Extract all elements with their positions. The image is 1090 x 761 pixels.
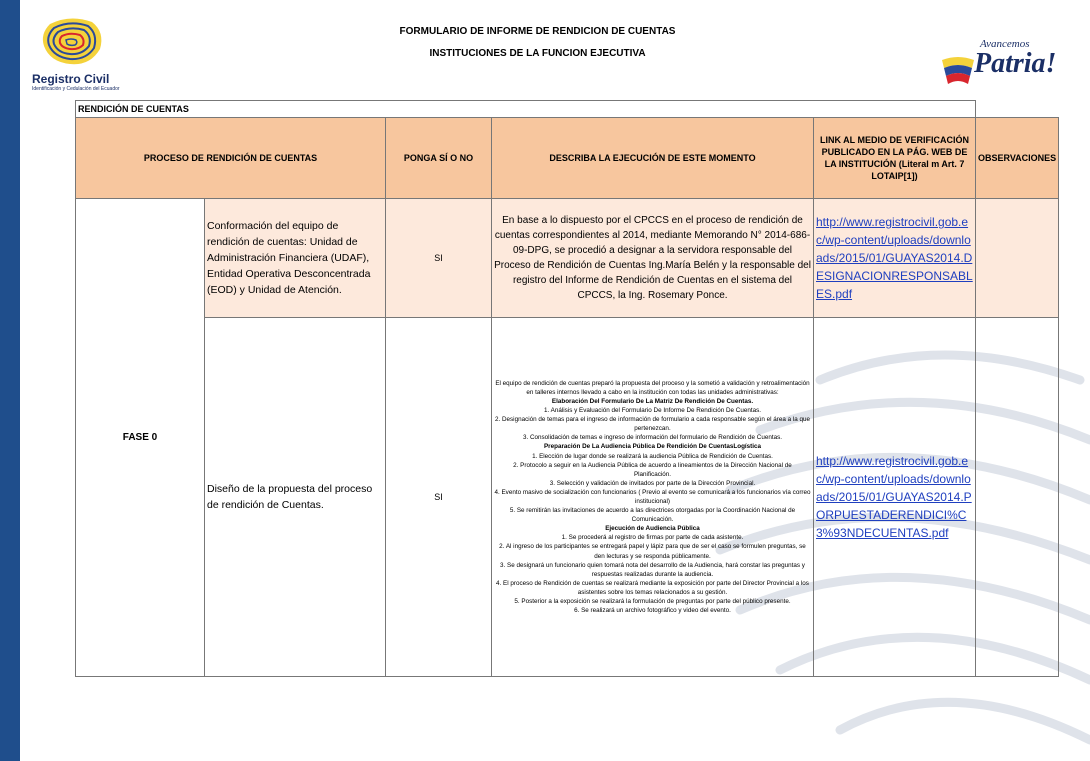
execution-line: 2. Designación de temas para el ingreso de información de formulario a cada responsable según el área a la que pertenezcan.	[494, 416, 811, 433]
logo-big-text: Patria!	[974, 48, 1057, 79]
column-header: PROCESO DE RENDICIÓN DE CUENTAS	[76, 118, 386, 199]
execution-line: 3. Se designará un funcionario quien tomará nota del desarrollo de la Audiencia, hará constar las preguntas y respuestas realizadas durante la audiencia.	[500, 561, 805, 578]
column-header: OBSERVACIONES	[976, 118, 1059, 199]
process-cell: Conformación del equipo de rendición de cuentas: Unidad de Administración Financiera (UDAF), Entidad Operativa Desconcentrada (EOD) y Unidad de Atención.	[205, 199, 386, 318]
verification-link[interactable]: http://www.registrocivil.gob.ec/wp-content/uploads/downloads/2015/01/GUAYAS2014.DESIGNACIONRESPONSABLES.pdf	[814, 199, 976, 318]
form-title: FORMULARIO DE INFORME DE RENDICION DE CUENTAS	[399, 26, 676, 37]
execution-line: 1. Elección de lugar donde se realizará la audiencia Pública de Rendición de Cuentas.	[532, 452, 773, 460]
execution-line: 4. Evento masivo de socialización con funcionarios ( Previo al evento se comunicará a los funcionarios vía correo institucional)	[494, 488, 811, 505]
rendicion-table	[75, 100, 1059, 677]
observations-cell	[976, 318, 1059, 677]
flag-mark-icon	[940, 52, 976, 88]
answer-cell: SI	[386, 199, 492, 318]
verification-link[interactable]: http://www.registrocivil.gob.ec/wp-content/uploads/downloads/2015/01/GUAYAS2014.PORPUESTADERENDICI%C3%93NDECUENTAS.pdf	[814, 318, 976, 677]
execution-line: 5. Se remitirán las invitaciones de acuerdo a las directrices otorgadas por la Coordinación Nacional de Comunicación.	[509, 507, 796, 524]
execution-line: 3. Selección y validación de invitados por parte de la Dirección Provincial.	[549, 479, 756, 487]
execution-line: 5. Posterior a la exposición se realizará la formulación de preguntas por parte del público presente.	[514, 598, 791, 606]
process-cell: Diseño de la propuesta del proceso de rendición de Cuentas.	[205, 318, 386, 677]
execution-line: Elaboración Del Formulario De La Matriz De Rendición De Cuentas.	[551, 397, 754, 405]
fingerprint-map-icon	[30, 14, 110, 74]
logo-name: Registro Civil	[32, 72, 110, 86]
observations-cell	[976, 199, 1059, 318]
table-header-row	[76, 118, 1059, 199]
column-header: LINK AL MEDIO DE VERIFICACIÓN PUBLICADO EN LA PÁG. WEB DE LA INSTITUCIÓN (Literal m Art. 7 LOTAIP[1])	[814, 118, 976, 199]
execution-line: 2. Protocolo a seguir en la Audiencia Pública de acuerdo a lineamientos de la Dirección Nacional de Planificación.	[513, 461, 792, 478]
column-header: PONGA SÍ O NO	[386, 118, 492, 199]
avancemos-patria-logo	[940, 38, 1070, 90]
execution-line: 4. El proceso de Rendición de cuentas se realizará mediante la exposición por parte del Director Provincial a los asistentes sobre los temas relacionados a su gestión.	[496, 579, 809, 596]
answer-cell: SI	[386, 318, 492, 677]
execution-cell	[492, 318, 814, 677]
form-subtitle: INSTITUCIONES DE LA FUNCION EJECUTIVA	[429, 48, 646, 59]
table-row	[76, 318, 1059, 677]
table-caption: RENDICIÓN DE CUENTAS	[76, 101, 976, 118]
column-header: DESCRIBA LA EJECUCIÓN DE ESTE MOMENTO	[492, 118, 814, 199]
execution-line: 1. Se procederá al registro de firmas por parte de cada asistente.	[561, 534, 744, 542]
registro-civil-logo	[30, 14, 120, 96]
phase-label: FASE 0	[76, 199, 205, 677]
execution-line: Ejecución de Audiencia Pública	[605, 525, 700, 533]
execution-cell: En base a lo dispuesto por el CPCCS en el proceso de rendición de cuentas correspondientes al 2014, mediante Memorando N° 2014-686-09-DPG, se procedió a designar a la servidora responsable del Proceso de Rendición de Cuentas Ing.María Belén y la responsable del registro del Informe de Rendición de Cuentas en el sistema del CPCCS, la Ing. Rosemary Ponce.	[492, 199, 814, 318]
execution-line: 6. Se realizará un archivo fotográfico y video del evento.	[574, 607, 731, 615]
execution-line: 3. Consolidación de temas e ingreso de información del formulario de Rendición de Cuentas.	[522, 434, 783, 442]
execution-line: El equipo de rendición de cuentas preparó la propuesta del proceso y la sometió a validación y retroalimentación en talleres internos llevado a cabo en la institución con todas las unidades administrativas:	[495, 379, 810, 396]
logo-small-text: Avancemos	[980, 38, 1030, 50]
execution-line: 2. Al ingreso de los participantes se entregará papel y lápiz para que de ser el caso se formulen preguntas, se den lecturas y se responda públicamente.	[499, 543, 806, 560]
execution-line: Preparación De La Audiencia Pública De Rendición De CuentasLogística	[543, 443, 762, 451]
left-accent-bar	[0, 0, 20, 761]
execution-line: 1. Análisis y Evaluación del Formulario De Informe De Rendición De Cuentas.	[544, 407, 761, 415]
table-row	[76, 199, 1059, 318]
table-caption-row	[76, 101, 1059, 118]
logo-tagline: Identificación y Cedulación del Ecuador	[32, 86, 120, 92]
